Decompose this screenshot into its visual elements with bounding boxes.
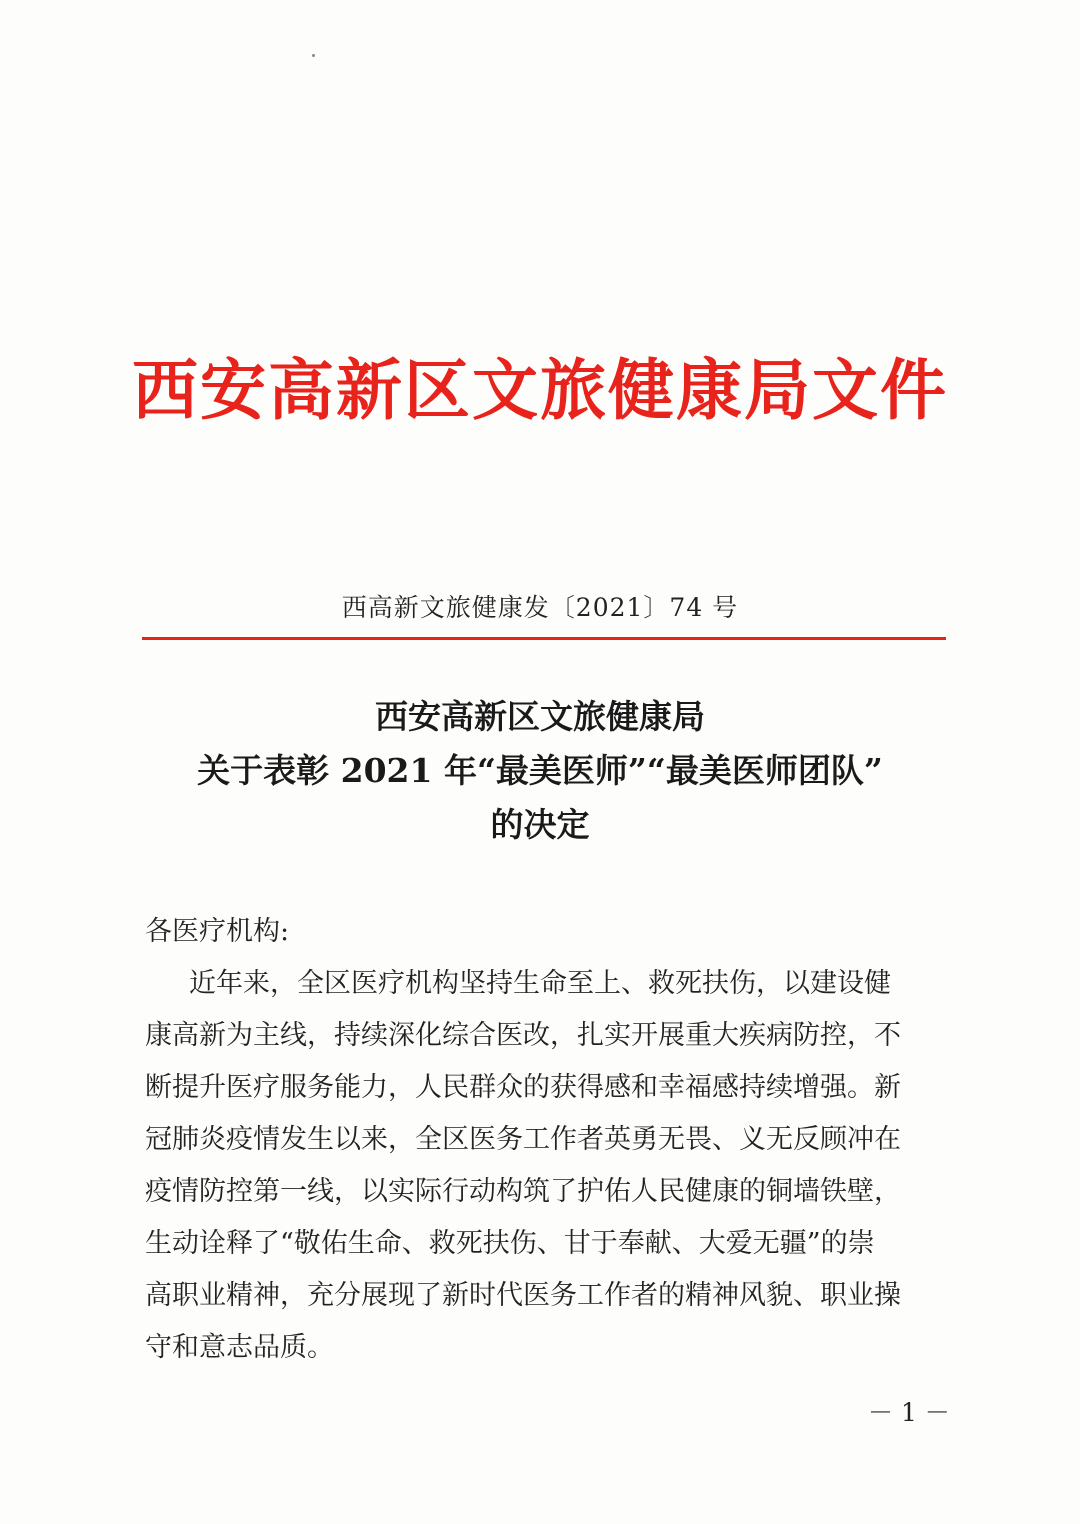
issuing-authority-header: 西安高新区文旅健康局文件 [132, 351, 948, 429]
document-title [0, 690, 1080, 852]
scan-speck [312, 54, 315, 57]
body-line: 疫情防控第一线，以实际行动构筑了护佑人民健康的铜墙铁壁， [145, 1176, 901, 1207]
page-number: － 1 － [868, 1398, 950, 1427]
title-line-3: 的决定 [490, 805, 590, 844]
body-line: 断提升医疗服务能力，人民群众的获得感和幸福感持续增强。新 [145, 1072, 901, 1103]
red-separator-line [142, 637, 946, 640]
body-line: 守和意志品质。 [145, 1332, 334, 1363]
title-line-2: 关于表彰 2021 年“最美医师”“最美医师团队” [197, 751, 883, 790]
salutation: 各医疗机构: [145, 916, 290, 947]
body-paragraph [145, 958, 945, 1374]
body-line: 冠肺炎疫情发生以来，全区医务工作者英勇无畏、义无反顾冲在 [145, 1124, 901, 1155]
body-line: 近年来，全区医疗机构坚持生命至上、救死扶伤，以建设健 [189, 968, 891, 999]
document-number: 西高新文旅健康发〔2021〕74 号 [341, 593, 739, 622]
title-line-1: 西安高新区文旅健康局 [375, 697, 705, 736]
body-line: 高职业精神，充分展现了新时代医务工作者的精神风貌、职业操 [145, 1280, 901, 1311]
body-line: 生动诠释了“敬佑生命、救死扶伤、甘于奉献、大爱无疆”的崇 [145, 1228, 875, 1259]
body-line: 康高新为主线，持续深化综合医改，扎实开展重大疾病防控，不 [145, 1020, 901, 1051]
